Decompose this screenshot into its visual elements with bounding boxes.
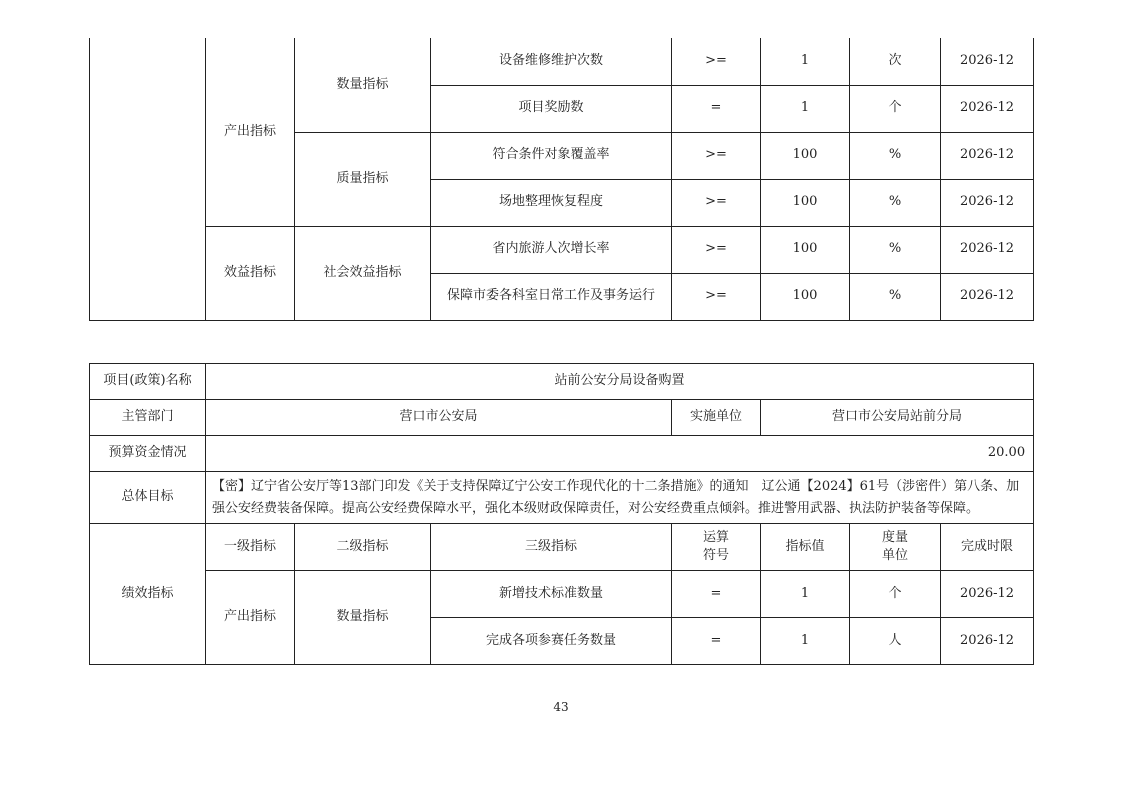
- indicator-name: 设备维修维护次数: [431, 38, 672, 85]
- indicator-op: =: [672, 85, 761, 132]
- indicator-name: 保障市委各科室日常工作及事务运行: [431, 273, 672, 320]
- header-unit-line1: 度量: [881, 529, 908, 545]
- header-op: [672, 524, 761, 571]
- quantity-indicator-cell: 数量指标: [295, 38, 431, 132]
- dept-label: 主管部门: [90, 400, 206, 436]
- indicator-op: >=: [672, 273, 761, 320]
- indicator-value: 100: [761, 132, 850, 179]
- indicator-op: >=: [672, 132, 761, 179]
- indicator-op: =: [672, 571, 761, 618]
- goal-text: 【密】辽宁省公安厅等13部门印发《关于支持保障辽宁公安工作现代化的十二条措施》的通知 辽公通【2024】61号（涉密件）第八条、加强公安经费装备保障。提高公安经费保障水平，强化本级财政保障责任，对公安经费重点倾斜。推进警用武器、执法防护装备等保障。: [206, 472, 1034, 524]
- output-indicator-cell: 产出指标: [206, 571, 295, 665]
- indicator-op: >=: [672, 38, 761, 85]
- goal-label: 总体目标: [90, 472, 206, 524]
- indicator-table-continued: [89, 38, 1034, 321]
- indicator-unit: %: [850, 179, 941, 226]
- indicator-deadline: 2026-12: [941, 38, 1034, 85]
- indicator-unit: 人: [850, 618, 941, 665]
- benefit-indicator-cell: 效益指标: [206, 226, 295, 320]
- indicator-deadline: 2026-12: [941, 179, 1034, 226]
- header-level3: 三级指标: [431, 524, 672, 571]
- indicator-op: >=: [672, 179, 761, 226]
- indicator-value: 100: [761, 226, 850, 273]
- impl-value: 营口市公安局站前分局: [761, 400, 1034, 436]
- indicator-value: 1: [761, 38, 850, 85]
- output-indicator-cell: 产出指标: [206, 38, 295, 226]
- header-op-line2: 符号: [702, 548, 729, 563]
- header-unit-line2: 单位: [881, 548, 908, 563]
- indicator-name: 符合条件对象覆盖率: [431, 132, 672, 179]
- indicator-unit: %: [850, 132, 941, 179]
- indicator-name: 省内旅游人次增长率: [431, 226, 672, 273]
- indicator-name: 新增技术标准数量: [431, 571, 672, 618]
- dept-value: 营口市公安局: [206, 400, 672, 436]
- budget-label: 预算资金情况: [90, 436, 206, 472]
- indicator-name: 完成各项参赛任务数量: [431, 618, 672, 665]
- indicator-unit: 个: [850, 85, 941, 132]
- header-level2: 二级指标: [295, 524, 431, 571]
- perf-label: 绩效指标: [90, 524, 206, 665]
- indicator-deadline: 2026-12: [941, 273, 1034, 320]
- indicator-deadline: 2026-12: [941, 618, 1034, 665]
- quantity-indicator-cell: 数量指标: [295, 571, 431, 665]
- indicator-unit: %: [850, 273, 941, 320]
- indicator-name: 项目奖励数: [431, 85, 672, 132]
- indicator-value: 1: [761, 571, 850, 618]
- indicator-value: 1: [761, 618, 850, 665]
- indicator-value: 1: [761, 85, 850, 132]
- indicator-unit: 个: [850, 571, 941, 618]
- indicator-deadline: 2026-12: [941, 226, 1034, 273]
- project-name-value: 站前公安分局设备购置: [206, 364, 1034, 400]
- budget-value: 20.00: [206, 436, 1034, 472]
- page-number: 43: [553, 700, 569, 714]
- project-performance-table: [89, 363, 1034, 665]
- indicator-deadline: 2026-12: [941, 571, 1034, 618]
- quality-indicator-cell: 质量指标: [295, 132, 431, 226]
- header-deadline: 完成时限: [941, 524, 1034, 571]
- indicator-unit: 次: [850, 38, 941, 85]
- header-value: 指标值: [761, 524, 850, 571]
- header-unit: [850, 524, 941, 571]
- indicator-op: =: [672, 618, 761, 665]
- indicator-deadline: 2026-12: [941, 85, 1034, 132]
- indicator-deadline: 2026-12: [941, 132, 1034, 179]
- header-level1: 一级指标: [206, 524, 295, 571]
- perf-label-cell: [90, 38, 206, 320]
- social-benefit-indicator-cell: 社会效益指标: [295, 226, 431, 320]
- header-op-line1: 运算: [702, 529, 729, 545]
- indicator-unit: %: [850, 226, 941, 273]
- indicator-name: 场地整理恢复程度: [431, 179, 672, 226]
- indicator-value: 100: [761, 179, 850, 226]
- impl-label: 实施单位: [672, 400, 761, 436]
- project-name-label: 项目(政策)名称: [90, 364, 206, 400]
- indicator-op: >=: [672, 226, 761, 273]
- indicator-value: 100: [761, 273, 850, 320]
